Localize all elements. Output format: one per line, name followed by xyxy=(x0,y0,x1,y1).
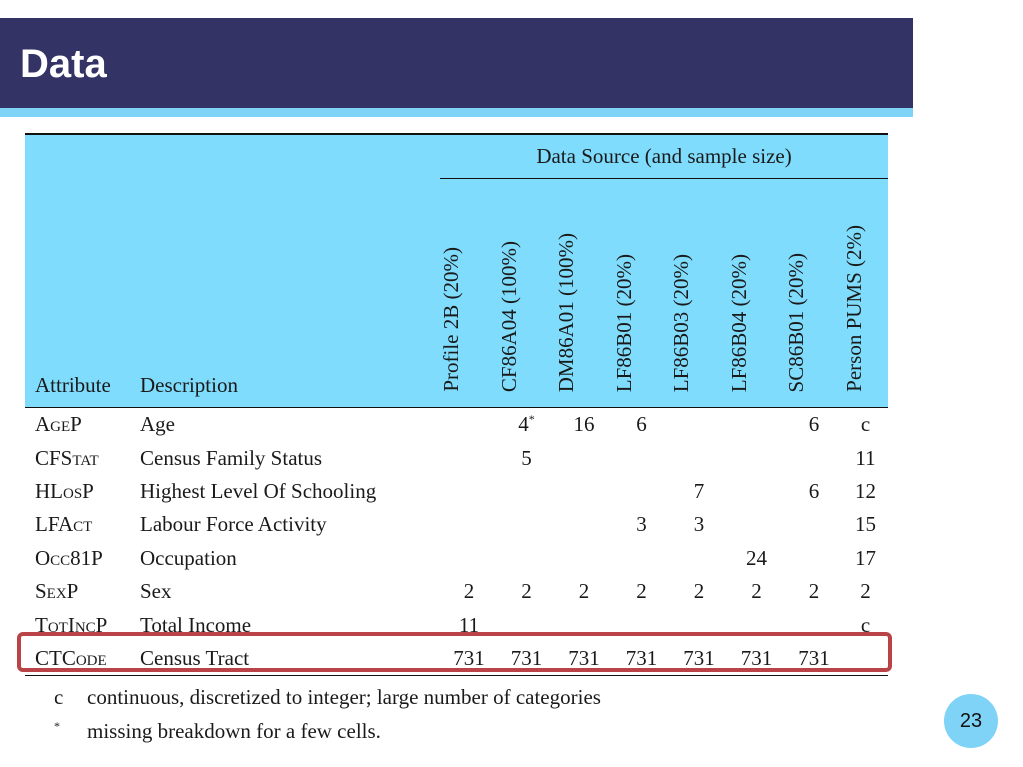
value-cell xyxy=(440,542,498,575)
value-cell xyxy=(440,508,498,541)
data-table-container xyxy=(25,133,888,676)
attribute-cell: CFStat xyxy=(35,445,99,470)
column-header-row xyxy=(25,179,888,408)
value-text: 15 xyxy=(855,512,877,537)
value-cell xyxy=(555,441,613,474)
table-row xyxy=(25,542,888,575)
value-cell xyxy=(613,408,670,442)
description-cell: Census Tract xyxy=(140,645,250,670)
value-cell xyxy=(670,408,728,442)
value-cell xyxy=(498,408,555,442)
value-cell xyxy=(728,508,785,541)
table-row xyxy=(25,441,888,474)
value-cell xyxy=(670,542,728,575)
value-cell xyxy=(613,441,670,474)
description-column-header: Description xyxy=(140,373,238,397)
value-cell xyxy=(498,575,555,608)
value-text: 4 xyxy=(518,412,529,437)
value-cell xyxy=(670,475,728,508)
note-continuous xyxy=(54,680,601,714)
attribute-cell: HLosP xyxy=(35,478,94,503)
value-cell xyxy=(843,575,888,608)
value-text: 6 xyxy=(808,478,820,503)
source-column-header: Person PUMS (2%) xyxy=(842,225,866,392)
value-text: 731 xyxy=(625,645,658,670)
attribute-cell: Occ81P xyxy=(35,545,103,570)
table-row xyxy=(25,575,888,608)
source-column-header: Profile 2B (20%) xyxy=(439,247,463,392)
value-cell xyxy=(843,542,888,575)
description-cell: Census Family Status xyxy=(140,445,323,470)
value-cell xyxy=(555,475,613,508)
source-column-header: SC86B01 (20%) xyxy=(784,252,808,392)
value-cell xyxy=(785,441,843,474)
value-text: 11 xyxy=(458,612,480,637)
value-text: 16 xyxy=(573,412,595,437)
slide-title: Data xyxy=(20,42,107,86)
title-accent-stripe xyxy=(0,108,913,117)
source-column-header: DM86A01 (100%) xyxy=(554,232,578,392)
data-source-label: Data Source (and sample size) xyxy=(440,134,888,179)
value-cell xyxy=(785,408,843,442)
value-cell xyxy=(555,408,613,442)
value-cell xyxy=(785,475,843,508)
value-text: 2 xyxy=(808,579,820,604)
value-text: 731 xyxy=(798,645,830,670)
value-text: 2 xyxy=(578,579,590,604)
value-text: 731 xyxy=(568,645,600,670)
value-text: 17 xyxy=(855,545,877,570)
value-cell xyxy=(843,441,888,474)
source-column-header: LF86B01 (20%) xyxy=(612,253,636,392)
description-cell: Labour Force Activity xyxy=(140,512,327,537)
value-cell xyxy=(613,575,670,608)
value-text: 12 xyxy=(855,478,877,503)
value-cell xyxy=(728,575,785,608)
value-cell xyxy=(785,508,843,541)
value-cell xyxy=(728,542,785,575)
description-cell: Highest Level Of Schooling xyxy=(140,478,377,503)
value-text: 7 xyxy=(693,478,705,503)
description-cell: Age xyxy=(140,412,175,437)
note-text: missing breakdown for a few cells. xyxy=(87,718,381,743)
description-cell: Occupation xyxy=(140,545,237,570)
note-text: continuous, discretized to integer; large number of categories xyxy=(87,684,601,709)
value-cell xyxy=(555,575,613,608)
value-text: 731 xyxy=(510,645,543,670)
value-cell xyxy=(498,542,555,575)
description-cell: Total Income xyxy=(140,612,252,637)
value-cell xyxy=(555,542,613,575)
table-row xyxy=(25,408,888,442)
value-text: 2 xyxy=(751,579,762,604)
value-cell xyxy=(785,542,843,575)
value-cell xyxy=(555,508,613,541)
value-text: 731 xyxy=(683,645,715,670)
value-text: 6 xyxy=(636,412,647,437)
census-tract-row-highlight xyxy=(17,632,892,672)
value-cell xyxy=(613,542,670,575)
data-source-header-row xyxy=(25,134,888,179)
value-text: c xyxy=(860,612,871,637)
data-source-table xyxy=(25,133,888,676)
value-cell xyxy=(670,441,728,474)
attribute-cell: SexP xyxy=(35,579,79,604)
value-cell xyxy=(843,408,888,442)
value-text: 2 xyxy=(860,579,871,604)
table-row xyxy=(25,475,888,508)
footnote-mark: * xyxy=(528,412,535,427)
value-text: 24 xyxy=(746,545,767,570)
source-column-header: LF86B03 (20%) xyxy=(669,253,693,392)
value-text: 2 xyxy=(521,579,532,604)
value-cell xyxy=(843,508,888,541)
value-text: 11 xyxy=(855,445,876,470)
value-cell xyxy=(498,441,555,474)
attribute-cell: LFAct xyxy=(35,512,93,537)
value-cell xyxy=(670,575,728,608)
value-text: 2 xyxy=(463,579,475,604)
value-text: c xyxy=(860,412,871,437)
attribute-cell: TotIncP xyxy=(35,612,108,637)
value-cell xyxy=(785,575,843,608)
value-text: 731 xyxy=(453,645,485,670)
attribute-column-header: Attribute xyxy=(35,373,111,397)
table-row xyxy=(25,508,888,541)
page-number-badge: 23 xyxy=(944,694,998,748)
value-cell xyxy=(728,441,785,474)
value-cell xyxy=(498,508,555,541)
value-text: 6 xyxy=(808,412,820,437)
value-cell xyxy=(613,508,670,541)
value-cell xyxy=(670,508,728,541)
attribute-cell: CTCode xyxy=(35,645,107,670)
value-cell xyxy=(498,475,555,508)
note-missing-breakdown xyxy=(54,714,601,748)
table-notes xyxy=(54,680,601,748)
note-mark: * xyxy=(54,718,60,733)
attribute-cell: AgeP xyxy=(35,412,82,437)
value-text: 3 xyxy=(636,512,647,537)
value-cell xyxy=(440,441,498,474)
note-mark: c xyxy=(54,684,64,709)
value-text: 731 xyxy=(740,645,773,670)
description-cell: Sex xyxy=(140,579,172,604)
source-column-header: LF86B04 (20%) xyxy=(727,253,751,392)
value-cell xyxy=(440,575,498,608)
value-cell xyxy=(613,475,670,508)
value-cell xyxy=(728,475,785,508)
value-cell xyxy=(440,475,498,508)
value-text: 2 xyxy=(693,579,705,604)
value-cell xyxy=(728,408,785,442)
title-bar xyxy=(0,18,913,108)
source-column-header: CF86A04 (100%) xyxy=(497,240,521,392)
value-text: 5 xyxy=(521,445,532,470)
value-cell xyxy=(843,475,888,508)
value-text: 3 xyxy=(693,512,705,537)
value-text: 2 xyxy=(636,579,647,604)
value-cell xyxy=(440,408,498,442)
